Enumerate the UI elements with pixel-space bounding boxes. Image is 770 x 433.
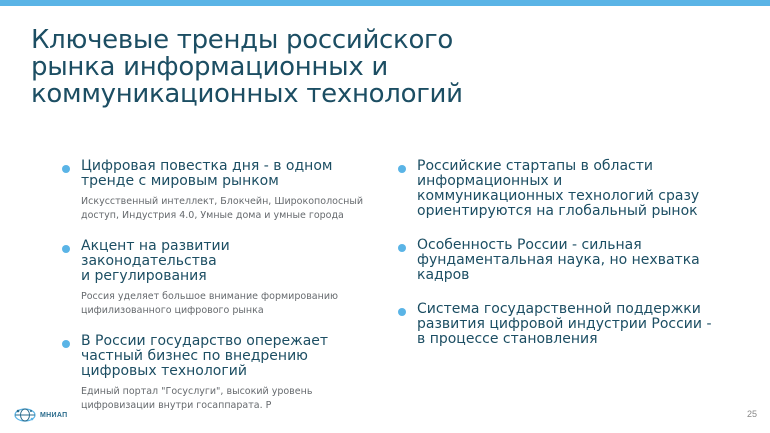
heading-line: Особенность России - сильная — [417, 237, 642, 253]
heading-line: Акцент на развитии законодательства — [81, 238, 230, 269]
bullet-heading — [417, 159, 718, 219]
subtext-line: доступ, Индустрия 4.0, Умные дома и умные города — [81, 210, 344, 221]
subtext-line: Россия уделяет большое внимание формированию — [81, 291, 339, 302]
heading-line: Российские стартапы в области — [417, 158, 654, 174]
heading-line: цифровых технологий — [81, 363, 247, 379]
heading-line: кадров — [417, 267, 470, 283]
heading-line: В России государство опережает — [81, 333, 329, 349]
subtext-line: цифровизации внутри госаппарата. Р — [81, 400, 272, 411]
title-line: коммуникационных технологий — [31, 79, 463, 109]
title-line: Ключевые тренды российского — [31, 25, 454, 55]
bullet-heading — [417, 302, 718, 347]
logo-text: МНИАП — [40, 411, 68, 419]
globe-network-icon — [14, 408, 36, 422]
bullet-heading — [417, 238, 718, 283]
right-bullet-list — [398, 159, 718, 347]
subtext-line: Искусственный интеллект, Блокчейн, Широкополосный — [81, 196, 364, 207]
heading-line: Система государственной поддержки — [417, 301, 701, 317]
heading-line: в процессе становления — [417, 331, 598, 347]
bullet-item-science — [398, 238, 718, 283]
heading-line: информационных и — [417, 173, 563, 189]
title-line: рынка информационных и — [31, 52, 388, 82]
bullet-dot-icon — [62, 340, 70, 348]
slide-title — [31, 27, 463, 108]
footer-logo — [14, 408, 67, 422]
bullet-item-government — [62, 334, 367, 413]
bullet-dot-icon — [398, 165, 406, 173]
bullet-heading — [81, 334, 367, 379]
heading-line: Цифровая повестка дня - в одном — [81, 158, 333, 174]
bullet-item-digital-agenda — [62, 159, 367, 223]
bullet-subtext — [81, 195, 367, 223]
bullet-item-legislation — [62, 239, 367, 318]
left-bullet-list — [62, 159, 367, 413]
subtext-line: цифилизованного цифрового рынка — [81, 305, 264, 316]
bullet-dot-icon — [62, 165, 70, 173]
bullet-item-state-support — [398, 302, 718, 347]
heading-line: частный бизнес по внедрению — [81, 348, 308, 364]
bullet-dot-icon — [398, 244, 406, 252]
page-number: 25 — [746, 409, 757, 419]
bullet-dot-icon — [398, 308, 406, 316]
bullet-item-startups — [398, 159, 718, 219]
bullet-subtext — [81, 290, 367, 318]
heading-line: коммуникационных технологий сразу — [417, 188, 700, 204]
subtext-line: Единый портал "Госуслуги", высокий уровень — [81, 386, 313, 397]
bullet-heading — [81, 239, 367, 284]
bullet-subtext — [81, 385, 367, 413]
bullet-heading — [81, 159, 367, 189]
heading-line: и регулирования — [81, 268, 207, 284]
bullet-dot-icon — [62, 245, 70, 253]
heading-line: ориентируются на глобальный рынок — [417, 203, 698, 219]
heading-line: фундаментальная наука, но нехватка — [417, 252, 700, 268]
heading-line: развития цифровой индустрии России - — [417, 316, 712, 332]
top-accent-bar — [0, 0, 770, 6]
heading-line: тренде с мировым рынком — [81, 173, 279, 189]
